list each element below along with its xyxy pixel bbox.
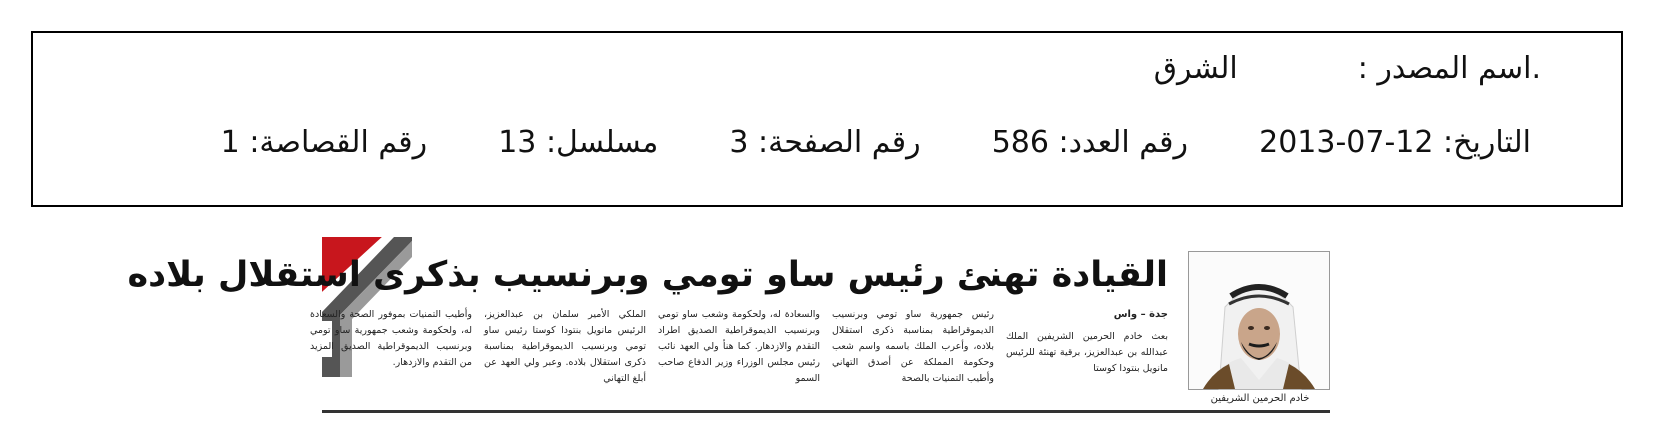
serial-value: 13 xyxy=(498,125,537,160)
source-line xyxy=(1154,51,1541,87)
newspaper-clipping xyxy=(127,237,1330,415)
article-column-5 xyxy=(310,307,472,403)
portrait-image xyxy=(1189,252,1329,389)
photo-caption: خادم الحرمين الشريفين xyxy=(1210,393,1310,404)
article-body xyxy=(310,307,1168,407)
column-text: رئيس جمهورية ساو تومي وبرنسيب الديموقراطية بمناسبة ذكرى استقلال بلاده، وأعرب الملك باسمه واسم شعب وحكومة المملكة عن أصدق التهاني وأطيب التمنيات بالصحة xyxy=(832,309,994,384)
article-column-1 xyxy=(1006,307,1168,403)
article-column-4 xyxy=(484,307,646,403)
source-label: .اسم المصدر : xyxy=(1357,51,1541,86)
details-line xyxy=(221,125,1531,161)
metadata-box xyxy=(31,31,1623,207)
article-headline: القيادة تهنئ رئيس ساو تومي وبرنسيب بذكرى استقلال بلاده xyxy=(127,255,1168,295)
clip-label: رقم القصاصة: xyxy=(249,125,428,160)
issue-label: رقم العدد: xyxy=(1058,125,1189,160)
issue-value: 586 xyxy=(991,125,1049,160)
serial-label: مسلسل: xyxy=(545,125,659,160)
byline: جدة – واس xyxy=(1113,309,1168,320)
article-column-2 xyxy=(832,307,994,403)
date-label: التاريخ: xyxy=(1443,125,1531,160)
column-text: وأطيب التمنيات بموفور الصحة والسعادة له، ولحكومة وشعب جمهورية ساو تومي وبرنسيب الديموقراطية الصديق المزيد من التقدم والازدهار. xyxy=(310,309,472,368)
date-value: 2013-07-12 xyxy=(1259,125,1434,160)
clip-value: 1 xyxy=(220,125,240,160)
column-text: بعث خادم الحرمين الشريفين الملك عبدالله بن عبدالعزيز، برقية تهنئة للرئيس مانويل بنتودا كوستا xyxy=(1006,331,1168,374)
clipping-bottom-rule xyxy=(322,410,1330,413)
page-label: رقم الصفحة: xyxy=(758,125,921,160)
column-text: والسعادة له، ولحكومة وشعب ساو تومي وبرنسيب الديموقراطية الصديق اطراد التقدم والازدهار. كما هنأ ولي العهد نائب رئيس مجلس الوزراء وزير الدفاع صاحب السمو xyxy=(658,309,820,384)
column-text: الملكي الأمير سلمان بن عبدالعزيز، الرئيس مانويل بنتودا كوستا رئيس ساو تومي وبرنسيب الديموقراطية بمناسبة ذكرى استقلال بلاده. وعبر ولي العهد عن أبلغ التهاني xyxy=(484,309,646,384)
source-value: الشرق xyxy=(1153,51,1238,86)
article-column-3 xyxy=(658,307,820,403)
portrait-photo xyxy=(1188,251,1330,390)
page-value: 3 xyxy=(729,125,749,160)
